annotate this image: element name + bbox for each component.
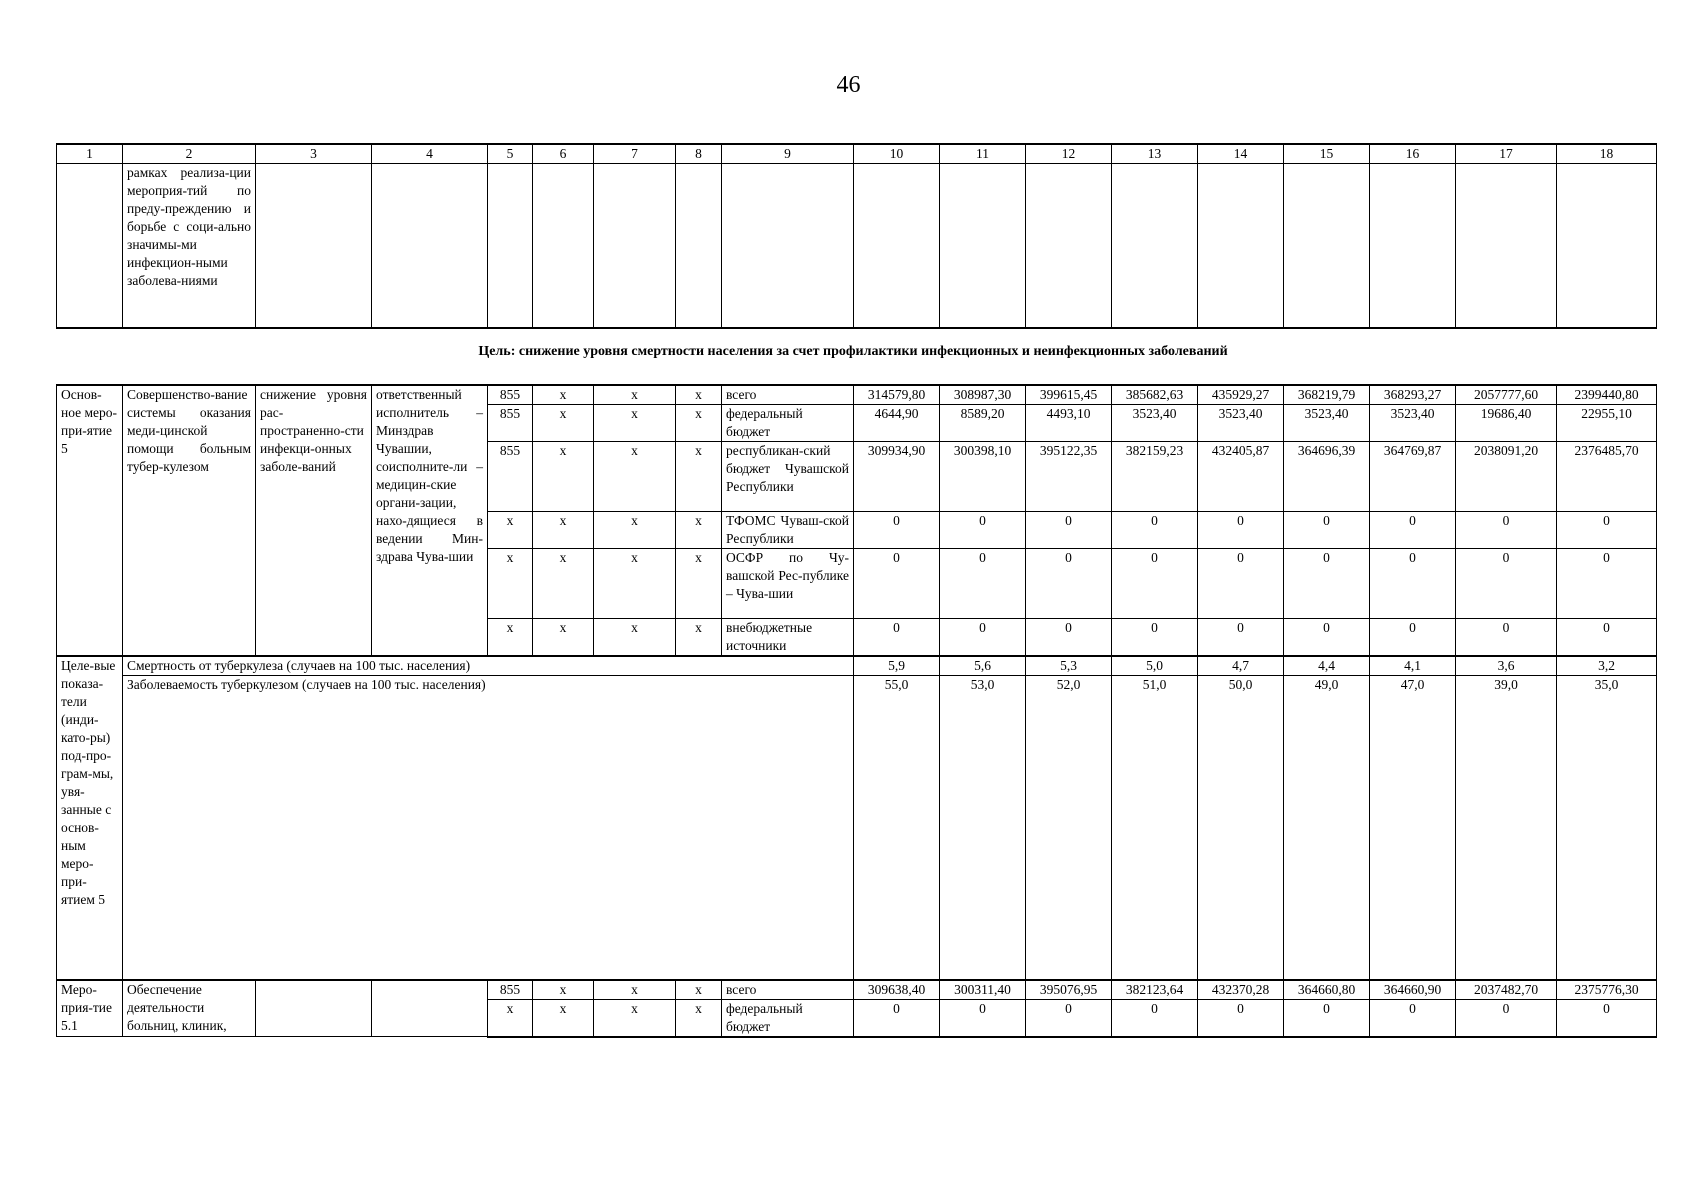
col-header: 12 — [1026, 144, 1112, 164]
funding-value: 300311,40 — [940, 980, 1026, 1000]
funding-value: 0 — [1198, 999, 1284, 1037]
funding-value: 0 — [1456, 619, 1557, 657]
page-number: 46 — [836, 72, 861, 98]
event-executor: ответственный исполнитель – Минздрав Чувашии, соисполните-ли – медицин-ские органи-зации, нахо-дящиеся в ведении Мин-здрава Чува-шии — [372, 385, 488, 656]
funding-value: 399615,45 — [1026, 385, 1112, 405]
col-header: 4 — [372, 144, 488, 164]
funding-value: 0 — [1198, 512, 1284, 549]
funding-value: 0 — [1198, 549, 1284, 619]
funding-value: 309638,40 — [854, 980, 940, 1000]
event-code: Меро-прия-тие 5.1 — [57, 980, 123, 1037]
col-header: 15 — [1284, 144, 1370, 164]
funding-value: 2375776,30 — [1557, 980, 1657, 1000]
funding-value: 0 — [1370, 549, 1456, 619]
indicator-value: 4,7 — [1198, 656, 1284, 676]
funding-value: 0 — [1456, 549, 1557, 619]
funding-value: 0 — [1370, 999, 1456, 1037]
indicators-label: Целе-вые показа-тели (инди-като-ры) под-про-грам-мы, увя-занные с основ-ным меро-при-ятием 5 — [57, 656, 123, 980]
funding-value: 0 — [1112, 549, 1198, 619]
funding-value: 0 — [1198, 619, 1284, 657]
funding-value: 308987,30 — [940, 385, 1026, 405]
cell — [372, 164, 488, 328]
cell — [57, 164, 123, 328]
indicator-value: 3,2 — [1557, 656, 1657, 676]
funding-source: федеральный бюджет — [722, 405, 854, 442]
indicators-section — [57, 656, 1657, 980]
grbs-code: 855 — [488, 385, 533, 405]
col-header: 9 — [722, 144, 854, 164]
col-header: 5 — [488, 144, 533, 164]
vr-code: x — [676, 549, 722, 619]
funding-value: 0 — [1370, 512, 1456, 549]
col-header: 11 — [940, 144, 1026, 164]
funding-value: 0 — [1026, 512, 1112, 549]
cell — [256, 164, 372, 328]
grbs-code: 855 — [488, 442, 533, 512]
cell — [1198, 164, 1284, 328]
funding-value: 432405,87 — [1198, 442, 1284, 512]
funding-value: 0 — [1557, 619, 1657, 657]
funding-value: 364696,39 — [1284, 442, 1370, 512]
funding-value: 0 — [940, 512, 1026, 549]
event-goal: снижение уровня рас-пространенно-сти инфекци-онных заболе-ваний — [256, 385, 372, 656]
funding-value: 0 — [1112, 512, 1198, 549]
cell — [1557, 164, 1657, 328]
funding-source: ОСФР по Чу-вашской Рес-публике – Чува-шии — [722, 549, 854, 619]
funding-value: 0 — [1557, 999, 1657, 1037]
funding-value: 3523,40 — [1112, 405, 1198, 442]
indicator-row — [57, 676, 1657, 980]
indicator-value: 51,0 — [1112, 676, 1198, 980]
main-event-section — [57, 385, 1657, 656]
funding-value: 309934,90 — [854, 442, 940, 512]
col-header: 8 — [676, 144, 722, 164]
column-number-row — [57, 144, 1657, 164]
funding-value: 0 — [854, 549, 940, 619]
rz-pr-code: x — [533, 999, 594, 1037]
funding-value: 364769,87 — [1370, 442, 1456, 512]
continuation-table — [56, 143, 1657, 329]
cell — [722, 164, 854, 328]
funding-value: 0 — [1112, 999, 1198, 1037]
grbs-code: x — [488, 512, 533, 549]
col-header: 3 — [256, 144, 372, 164]
col-header: 14 — [1198, 144, 1284, 164]
event-goal — [256, 980, 372, 1037]
vr-code: x — [676, 442, 722, 512]
cell — [594, 164, 676, 328]
funding-source: всего — [722, 385, 854, 405]
funding-value: 22955,10 — [1557, 405, 1657, 442]
vr-code: x — [676, 512, 722, 549]
cell — [854, 164, 940, 328]
indicator-value: 4,4 — [1284, 656, 1370, 676]
rz-pr-code: x — [533, 405, 594, 442]
funding-value: 385682,63 — [1112, 385, 1198, 405]
rz-pr-code: x — [533, 385, 594, 405]
funding-value: 0 — [1284, 549, 1370, 619]
indicator-value: 5,3 — [1026, 656, 1112, 676]
funding-value: 2038091,20 — [1456, 442, 1557, 512]
csr-code: x — [594, 442, 676, 512]
vr-code: x — [676, 385, 722, 405]
rz-pr-code: x — [533, 442, 594, 512]
funding-value: 0 — [854, 512, 940, 549]
cell — [940, 164, 1026, 328]
indicator-value: 53,0 — [940, 676, 1026, 980]
cell — [1284, 164, 1370, 328]
vr-code: x — [676, 999, 722, 1037]
funding-value: 368219,79 — [1284, 385, 1370, 405]
funding-value: 0 — [940, 999, 1026, 1037]
indicator-name: Смертность от туберкулеза (случаев на 100 тыс. населения) — [123, 656, 854, 676]
funding-value: 368293,27 — [1370, 385, 1456, 405]
vr-code: x — [676, 405, 722, 442]
funding-value: 2057777,60 — [1456, 385, 1557, 405]
funding-value: 395076,95 — [1026, 980, 1112, 1000]
funding-value: 19686,40 — [1456, 405, 1557, 442]
funding-value: 432370,28 — [1198, 980, 1284, 1000]
col-header: 1 — [57, 144, 123, 164]
indicator-value: 35,0 — [1557, 676, 1657, 980]
event-name: Совершенство-вание системы оказания меди-цинской помощи больным тубер-кулезом — [123, 385, 256, 656]
program-table — [56, 384, 1657, 1038]
col-header: 6 — [533, 144, 594, 164]
continuation-row — [57, 164, 1657, 328]
indicator-value: 5,9 — [854, 656, 940, 676]
funding-value: 0 — [1284, 619, 1370, 657]
funding-value: 0 — [940, 549, 1026, 619]
funding-value: 314579,80 — [854, 385, 940, 405]
indicator-value: 55,0 — [854, 676, 940, 980]
funding-value: 2376485,70 — [1557, 442, 1657, 512]
event-executor — [372, 980, 488, 1037]
funding-value: 0 — [1456, 999, 1557, 1037]
csr-code: x — [594, 980, 676, 1000]
col-header: 17 — [1456, 144, 1557, 164]
funding-row — [57, 385, 1657, 405]
funding-value: 0 — [1557, 512, 1657, 549]
cell — [676, 164, 722, 328]
vr-code: x — [676, 980, 722, 1000]
funding-value: 0 — [1026, 999, 1112, 1037]
funding-value: 3523,40 — [1284, 405, 1370, 442]
col-header: 18 — [1557, 144, 1657, 164]
funding-value: 2399440,80 — [1557, 385, 1657, 405]
funding-value: 8589,20 — [940, 405, 1026, 442]
cell — [533, 164, 594, 328]
indicator-value: 5,6 — [940, 656, 1026, 676]
indicator-row — [57, 656, 1657, 676]
indicator-value: 3,6 — [1456, 656, 1557, 676]
funding-source: всего — [722, 980, 854, 1000]
funding-value: 0 — [854, 619, 940, 657]
indicator-value: 47,0 — [1370, 676, 1456, 980]
col-header: 16 — [1370, 144, 1456, 164]
indicator-value: 49,0 — [1284, 676, 1370, 980]
funding-value: 0 — [1284, 512, 1370, 549]
indicator-value: 52,0 — [1026, 676, 1112, 980]
event-code: Основ-ное меро-при-ятие 5 — [57, 385, 123, 656]
funding-value: 0 — [1284, 999, 1370, 1037]
cell — [1112, 164, 1198, 328]
funding-value: 0 — [1557, 549, 1657, 619]
csr-code: x — [594, 999, 676, 1037]
funding-value: 0 — [940, 619, 1026, 657]
funding-value: 4493,10 — [1026, 405, 1112, 442]
grbs-code: x — [488, 619, 533, 657]
indicator-value: 50,0 — [1198, 676, 1284, 980]
csr-code: x — [594, 549, 676, 619]
indicator-value: 5,0 — [1112, 656, 1198, 676]
funding-value: 3523,40 — [1370, 405, 1456, 442]
funding-value: 0 — [1456, 512, 1557, 549]
csr-code: x — [594, 512, 676, 549]
indicator-name: Заболеваемость туберкулезом (случаев на 100 тыс. населения) — [123, 676, 854, 980]
indicator-value: 39,0 — [1456, 676, 1557, 980]
funding-value: 382159,23 — [1112, 442, 1198, 512]
col-header: 13 — [1112, 144, 1198, 164]
funding-value: 3523,40 — [1198, 405, 1284, 442]
col-header: 7 — [594, 144, 676, 164]
funding-source: федеральный бюджет — [722, 999, 854, 1037]
rz-pr-code: x — [533, 512, 594, 549]
funding-source: ТФОМС Чуваш-ской Республики — [722, 512, 854, 549]
rz-pr-code: x — [533, 549, 594, 619]
grbs-code: x — [488, 999, 533, 1037]
col-header: 10 — [854, 144, 940, 164]
funding-value: 0 — [1026, 619, 1112, 657]
funding-value: 0 — [854, 999, 940, 1037]
goal-heading: Цель: снижение уровня смертности населения за счет профилактики инфекционных и неинфекционных заболеваний — [478, 344, 1228, 359]
funding-value: 0 — [1370, 619, 1456, 657]
col-header: 2 — [123, 144, 256, 164]
funding-value: 0 — [1112, 619, 1198, 657]
funding-value: 435929,27 — [1198, 385, 1284, 405]
indicator-value: 4,1 — [1370, 656, 1456, 676]
funding-source: республикан-ский бюджет Чувашской Республики — [722, 442, 854, 512]
grbs-code: 855 — [488, 980, 533, 1000]
funding-value: 364660,80 — [1284, 980, 1370, 1000]
cell — [488, 164, 533, 328]
rz-pr-code: x — [533, 980, 594, 1000]
event-name: Обеспечение деятельности больниц, клиник, — [123, 980, 256, 1037]
continuation-text: рамках реализа-ции мероприя-тий по преду-преждению и борьбе с соци-ально значимы-ми инфекцион-ными заболева-ниями — [123, 164, 256, 328]
cell — [1026, 164, 1112, 328]
csr-code: x — [594, 405, 676, 442]
csr-code: x — [594, 619, 676, 657]
funding-value: 4644,90 — [854, 405, 940, 442]
grbs-code: x — [488, 549, 533, 619]
funding-value: 364660,90 — [1370, 980, 1456, 1000]
rz-pr-code: x — [533, 619, 594, 657]
sub-event-section — [57, 980, 1657, 1037]
cell — [1456, 164, 1557, 328]
funding-value: 2037482,70 — [1456, 980, 1557, 1000]
funding-value: 300398,10 — [940, 442, 1026, 512]
funding-source: внебюджетные источники — [722, 619, 854, 657]
funding-value: 0 — [1026, 549, 1112, 619]
vr-code: x — [676, 619, 722, 657]
funding-row — [57, 980, 1657, 1000]
funding-value: 395122,35 — [1026, 442, 1112, 512]
csr-code: x — [594, 385, 676, 405]
funding-value: 382123,64 — [1112, 980, 1198, 1000]
cell — [1370, 164, 1456, 328]
grbs-code: 855 — [488, 405, 533, 442]
